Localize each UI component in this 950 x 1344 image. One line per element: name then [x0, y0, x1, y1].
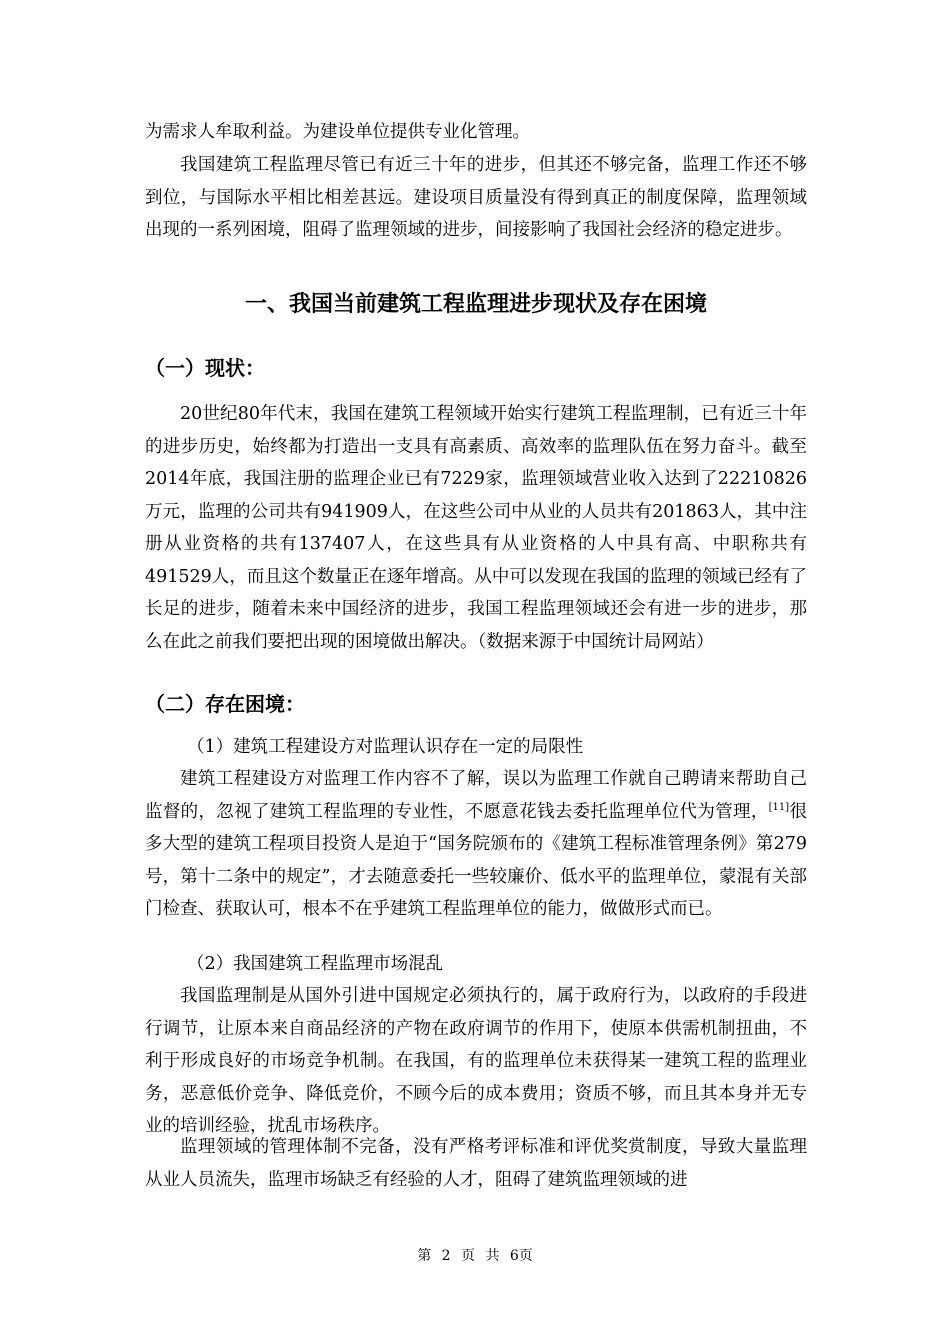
paragraph-item1-part-a: 建筑工程建设方对监理工作内容不了解，误以为监理工作就自己聘请来帮助自己监督的，忽视了建筑工程监理的专业性，不愿意花钱去委托监理单位代为管理， [145, 769, 807, 822]
paragraph-item1-part-b: 很多大型的建筑工程项目投资人是迫于“国务院颁布的《建筑工程标准管理条例》第279号，第十二条中的规定”，才去随意委托一些较廉价、低水平的监理单位，蒙混有关部门检查、获取认可，根本不在乎建筑工程监理单位的能力，做做形式而已。 [145, 801, 808, 919]
page-footer: 第 2 页 共 6页 [417, 1248, 533, 1264]
paragraph-item1 [145, 763, 807, 926]
section-title-difficulties: （二）存在困境： [145, 692, 305, 716]
paragraph-item2-continued: 监理领域的管理体制不完备，没有严格考评标准和评优奖赏制度，导致大量监理从业人员流失，监理市场缺乏有经验的人才，阻碍了建筑监理领域的进 [145, 1137, 807, 1190]
citation-marker: [11] [768, 801, 790, 813]
paragraph-item2: 我国监理制是从国外引进中国规定必须执行的，属于政府行为，以政府的手段进行调节，让原本来自商品经济的产物在政府调节的作用下，使原本供需机制扭曲，不利于形成良好的市场竞争机制。在我国，有的监理单位未获得某一建筑工程的监理业务，恶意低价竞争、降低竞价，不顾今后的成本费用；资质不够，而且其本身并无专业的培训经验，扰乱市场秩序。 [145, 986, 807, 1136]
list-item-title-1: （1）建筑工程建设方对监理认识存在一定的局限性 [187, 737, 584, 757]
paragraph-status: 20世纪80年代末，我国在建筑工程领域开始实行建筑工程监理制，已有近三十年的进步历史，始终都为打造出一支具有高素质、高效率的监理队伍在努力奋斗。截至2014年底，我国注册的监理企业已有7229家，监理领域营业收入达到了22210826万元，监理的公司共有941909人，在这些公司中从业的人员共有201863人，其中注册从业资格的共有137407人，在这些具有从业资格的人中具有高、中职称共有491529人，而且这个数量正在逐年增高。从中可以发现在我国的监理的领域已经有了长足的进步，随着未来中国经济的进步，我国工程监理领域还会有进一步的进步，那么在此之前我们要把出现的困境做出解决。（数据来源于中国统计局网站） [145, 404, 807, 652]
chapter-title: 一、我国当前建筑工程监理进步现状及存在困境 [244, 291, 707, 317]
section-title-status: （一）现状： [145, 356, 265, 380]
paragraph-intro: 我国建筑工程监理尽管已有近三十年的进步，但其还不够完备，监理工作还不够到位，与国际水平相比相差甚远。建设项目质量没有得到真正的制度保障，监理领域出现的一系列困境，阻碍了监理领域的进步，间接影响了我国社会经济的稳定进步。 [145, 155, 807, 240]
paragraph-intro-tail: 为需求人牟取利益。为建设单位提供专业化管理。 [145, 122, 530, 142]
list-item-title-2: （2）我国建筑工程监理市场混乱 [187, 954, 444, 974]
